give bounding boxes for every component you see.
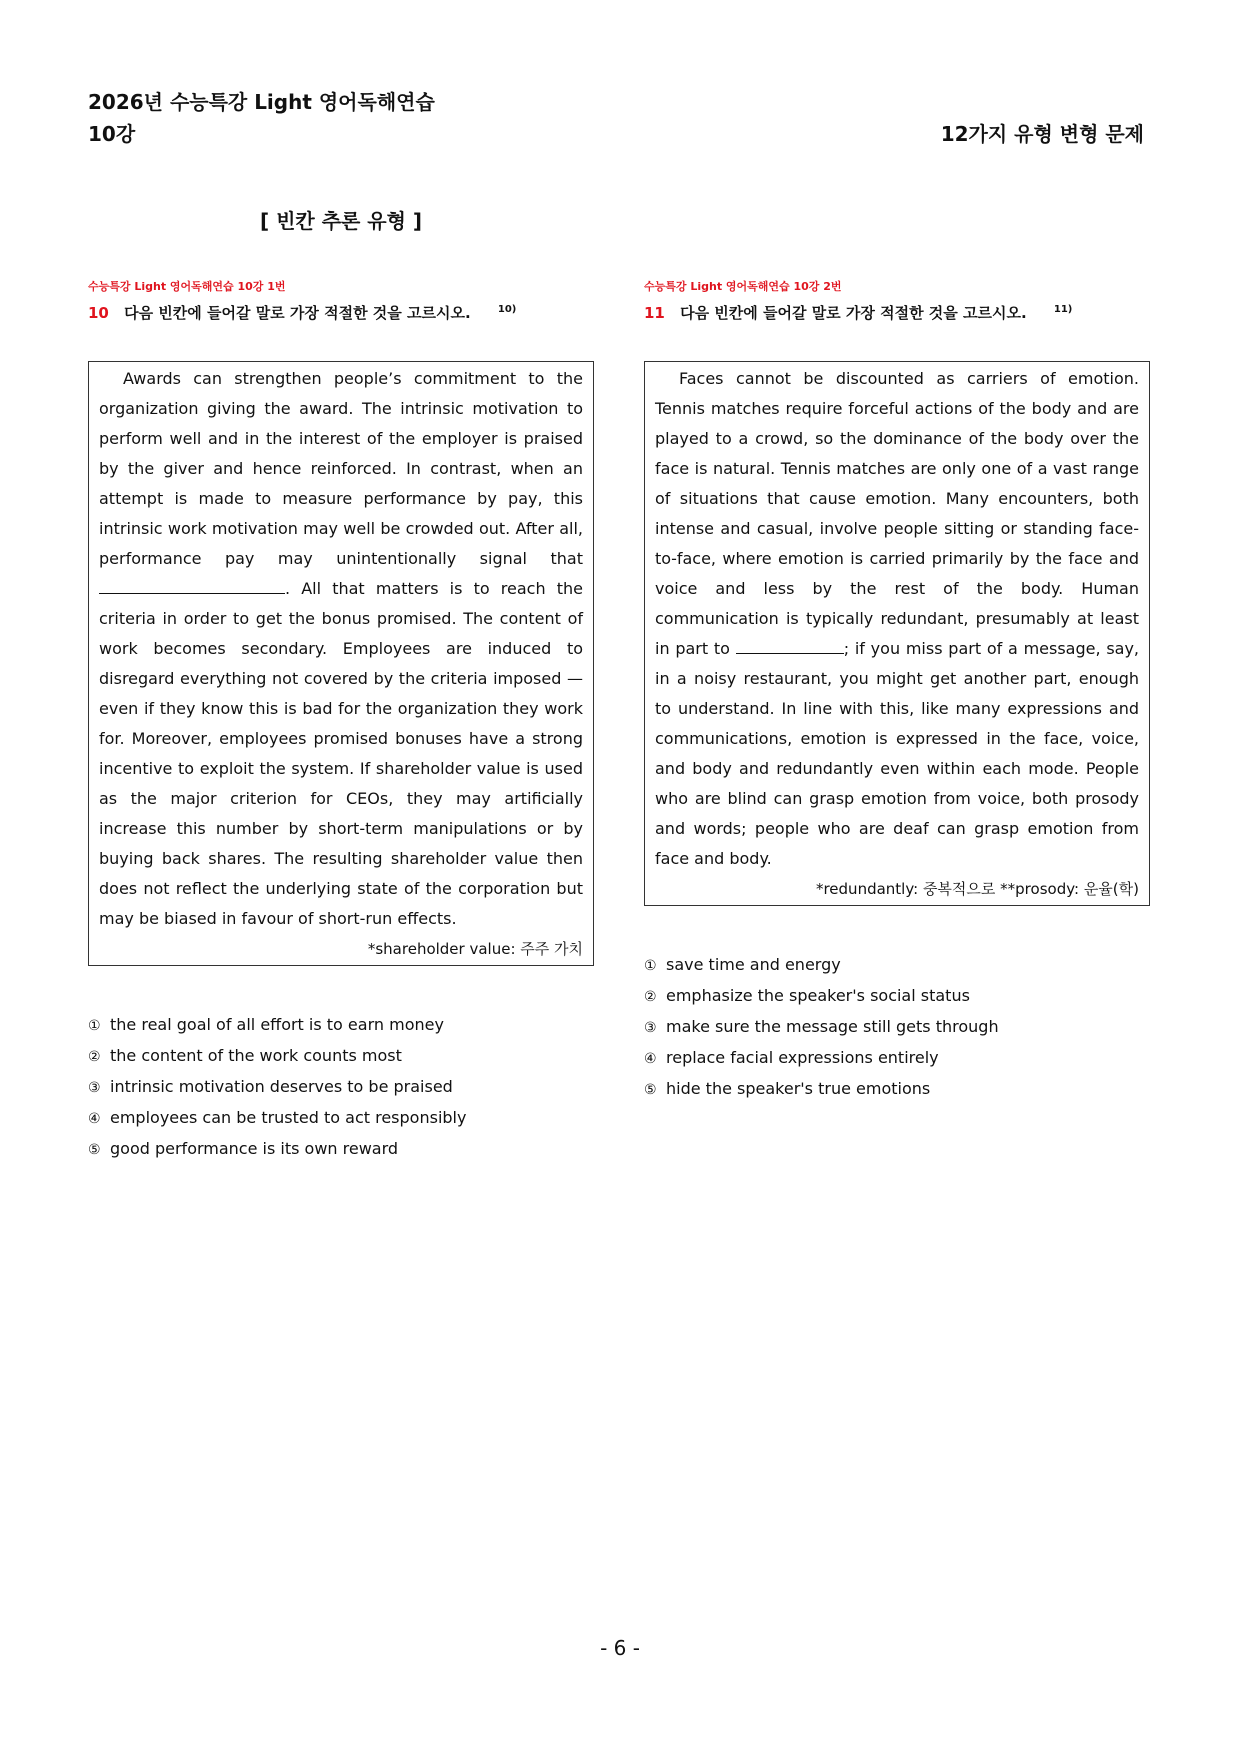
choice-text: emphasize the speaker's social status — [666, 986, 970, 1005]
question-prompt-line — [88, 302, 594, 323]
choice-text: the real goal of all effort is to earn money — [110, 1015, 444, 1034]
passage-before-blank: Awards can strengthen people’s commitment to the organization giving the award. The intrinsic motivation to perform well and in the interest of the employer is praised by the giver and hence reinforced. In contrast, when an attempt is made to measure performance by pay, this intrinsic work motivation may well be crowded out. After all, performance pay may unintentionally signal that — [99, 369, 583, 568]
passage-after-blank: ; if you miss part of a message, say, in a noisy restaurant, you might get another part, enough to understand. In line with this, like many expressions and communications, emotion is expressed in the face, voice, and body and redundantly even within each mode. People who are blind can grasp emotion from voice, both prosody and words; people who are deaf can grasp emotion from face and body. — [655, 639, 1140, 868]
passage-note: *shareholder value: 주주 가치 — [367, 940, 583, 958]
question-number: 10 — [88, 304, 109, 322]
passage-text — [655, 364, 1139, 874]
choice-mark: ② — [88, 1049, 101, 1065]
choice-item[interactable] — [88, 1041, 594, 1072]
choice-item[interactable] — [88, 1103, 594, 1134]
choice-mark: ③ — [644, 1020, 657, 1036]
passage-text — [99, 364, 583, 934]
question-number: 11 — [644, 304, 665, 322]
question-source: 수능특강 Light 영어독해연습 10강 2번 — [644, 280, 842, 293]
choice-list — [644, 950, 1150, 1105]
choice-text: make sure the message still gets through — [666, 1017, 999, 1036]
choice-item[interactable] — [644, 1043, 1150, 1074]
question-11 — [644, 278, 1150, 1105]
choice-mark: ④ — [88, 1111, 101, 1127]
choice-text: intrinsic motivation deserves to be praised — [110, 1077, 453, 1096]
choice-text: the content of the work counts most — [110, 1046, 402, 1065]
section-title: [ 빈칸 추론 유형 ] — [260, 209, 423, 233]
choice-mark: ⑤ — [644, 1082, 657, 1098]
choice-text: save time and energy — [666, 955, 841, 974]
choice-text: replace facial expressions entirely — [666, 1048, 939, 1067]
choice-mark: ④ — [644, 1051, 657, 1067]
choice-item[interactable] — [644, 950, 1150, 981]
choice-text: hide the speaker's true emotions — [666, 1079, 931, 1098]
question-footnote: 10) — [497, 304, 517, 315]
choice-list — [88, 1010, 594, 1165]
choice-item[interactable] — [88, 1134, 594, 1165]
passage-after-blank: . All that matters is to reach the criteria in order to get the bonus promised. The content of work becomes secondary. Employees are induced to disregard everything not covered by the criteria imposed — even if they know this is bad for the organization they work for. Moreover, employees promised bonuses have a strong incentive to exploit the system. If shareholder value is used as the major criterion for CEOs, they may artificially increase this number by short-term manipulations or by buying back shares. The resulting shareholder value then does not reflect the underlying state of the corporation but may be biased in favour of short-run effects. — [99, 579, 583, 928]
lesson-label: 10강 — [88, 122, 136, 146]
choice-mark: ③ — [88, 1080, 101, 1096]
page-number: - 6 - — [600, 1636, 640, 1660]
choice-item[interactable] — [88, 1072, 594, 1103]
passage-box — [88, 361, 594, 966]
question-source: 수능특강 Light 영어독해연습 10강 1번 — [88, 280, 286, 293]
passage-before-blank: Faces cannot be discounted as carriers of emotion. Tennis matches require forceful actions of the body and are played to a crowd, so the dominance of the body over the face is natural. Tennis matches are only one of a vast range of situations that cause emotion. Many encounters, both intense and casual, involve people sitting or standing face‐to‐face, where emotion is carried primarily by the face and voice and less by the rest of the body. Human communication is typically redundant, presumably at least in part to — [655, 369, 1139, 658]
choice-item[interactable] — [644, 1074, 1150, 1105]
answer-blank — [99, 576, 285, 594]
choice-item[interactable] — [644, 1012, 1150, 1043]
choice-mark: ⑤ — [88, 1142, 101, 1158]
choice-text: employees can be trusted to act responsibly — [110, 1108, 467, 1127]
question-10 — [88, 278, 594, 1165]
question-footnote: 11) — [1053, 304, 1073, 315]
choice-mark: ① — [644, 958, 657, 974]
question-prompt-line — [644, 302, 1150, 323]
passage-note: *redundantly: 중복적으로 **prosody: 운율(학) — [815, 880, 1139, 898]
choice-mark: ② — [644, 989, 657, 1005]
question-prompt: 다음 빈칸에 들어갈 말로 가장 적절한 것을 고르시오. — [124, 304, 471, 322]
choice-mark: ① — [88, 1018, 101, 1034]
question-prompt: 다음 빈칸에 들어갈 말로 가장 적절한 것을 고르시오. — [680, 304, 1027, 322]
document-title: 2026년 수능특강 Light 영어독해연습 — [88, 90, 435, 114]
choice-item[interactable] — [88, 1010, 594, 1041]
answer-blank — [736, 636, 844, 654]
choice-text: good performance is its own reward — [110, 1139, 399, 1158]
choice-item[interactable] — [644, 981, 1150, 1012]
document-subtitle: 12가지 유형 변형 문제 — [940, 122, 1144, 146]
passage-box — [644, 361, 1150, 906]
